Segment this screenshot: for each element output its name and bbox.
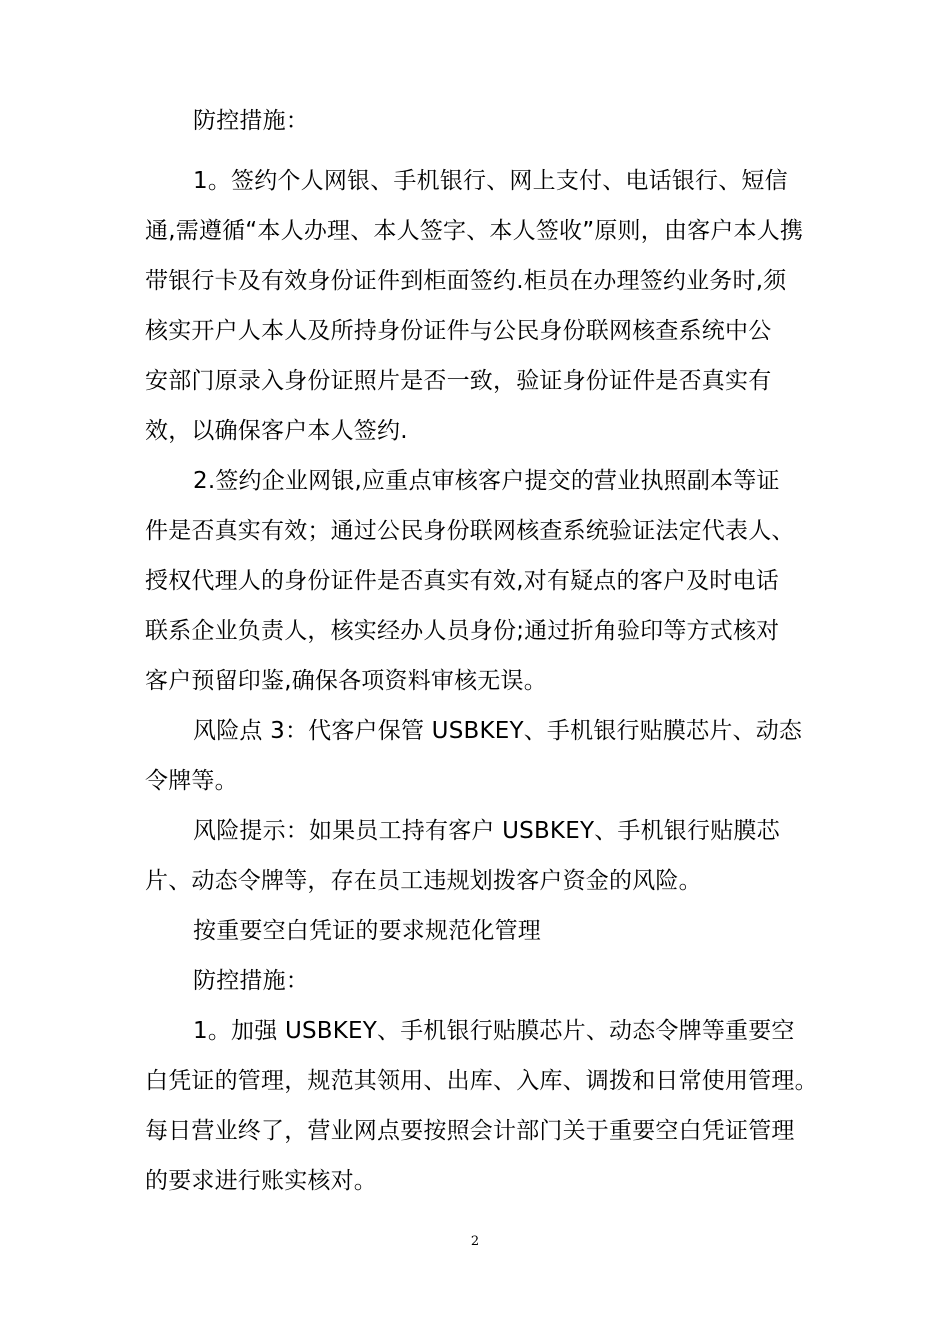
paragraph-line: 通,需遵循“本人办理、本人签字、本人签收”原则，由客户本人携 [145,218,804,244]
paragraph-line: 安部门原录入身份证照片是否一致，验证身份证件是否真实有 [145,368,772,394]
paragraph-line: 每日营业终了，营业网点要按照会计部门关于重要空白凭证管理 [145,1118,795,1144]
paragraph-line: 效，以确保客户本人签约. [145,418,408,444]
paragraph-line: 授权代理人的身份证件是否真实有效,对有疑点的客户及时电话 [145,568,779,594]
paragraph-line: 件是否真实有效；通过公民身份联网核查系统验证法定代表人、 [145,518,795,544]
section-heading: 按重要空白凭证的要求规范化管理 [193,918,541,944]
paragraph-line: 带银行卡及有效身份证件到柜面签约.柜员在办理签约业务时,须 [145,268,787,294]
paragraph-line: 核实开户人本人及所持身份证件与公民身份联网核查系统中公 [145,318,772,344]
risk-warning-line: 片、动态令牌等，存在员工违规划拨客户资金的风险。 [145,868,702,894]
risk-warning-line: 风险提示：如果员工持有客户 USBKEY、手机银行贴膜芯 [193,818,780,844]
heading-control-measures: 防控措施： [193,108,309,134]
paragraph-line: 联系企业负责人，核实经办人员身份;通过折角验印等方式核对 [145,618,780,644]
paragraph-line: 白凭证的管理，规范其领用、出库、入库、调拨和日常使用管理。 [145,1068,818,1094]
paragraph-line: 客户预留印鉴,确保各项资料审核无误。 [145,668,547,694]
page-number: 2 [470,1234,480,1249]
document-body [145,96,818,1206]
paragraph-line: 1。加强 USBKEY、手机银行贴膜芯片、动态令牌等重要空 [193,1018,795,1044]
risk-point-line: 风险点 3：代客户保管 USBKEY、手机银行贴膜芯片、动态 [193,718,803,744]
risk-point-line: 令牌等。 [145,768,238,794]
paragraph-line: 的要求进行账实核对。 [145,1168,377,1194]
heading-control-measures: 防控措施： [193,968,309,994]
paragraph-line: 1。签约个人网银、手机银行、网上支付、电话银行、短信 [193,168,788,194]
paragraph-line: 2.签约企业网银,应重点审核客户提交的营业执照副本等证 [193,468,780,494]
